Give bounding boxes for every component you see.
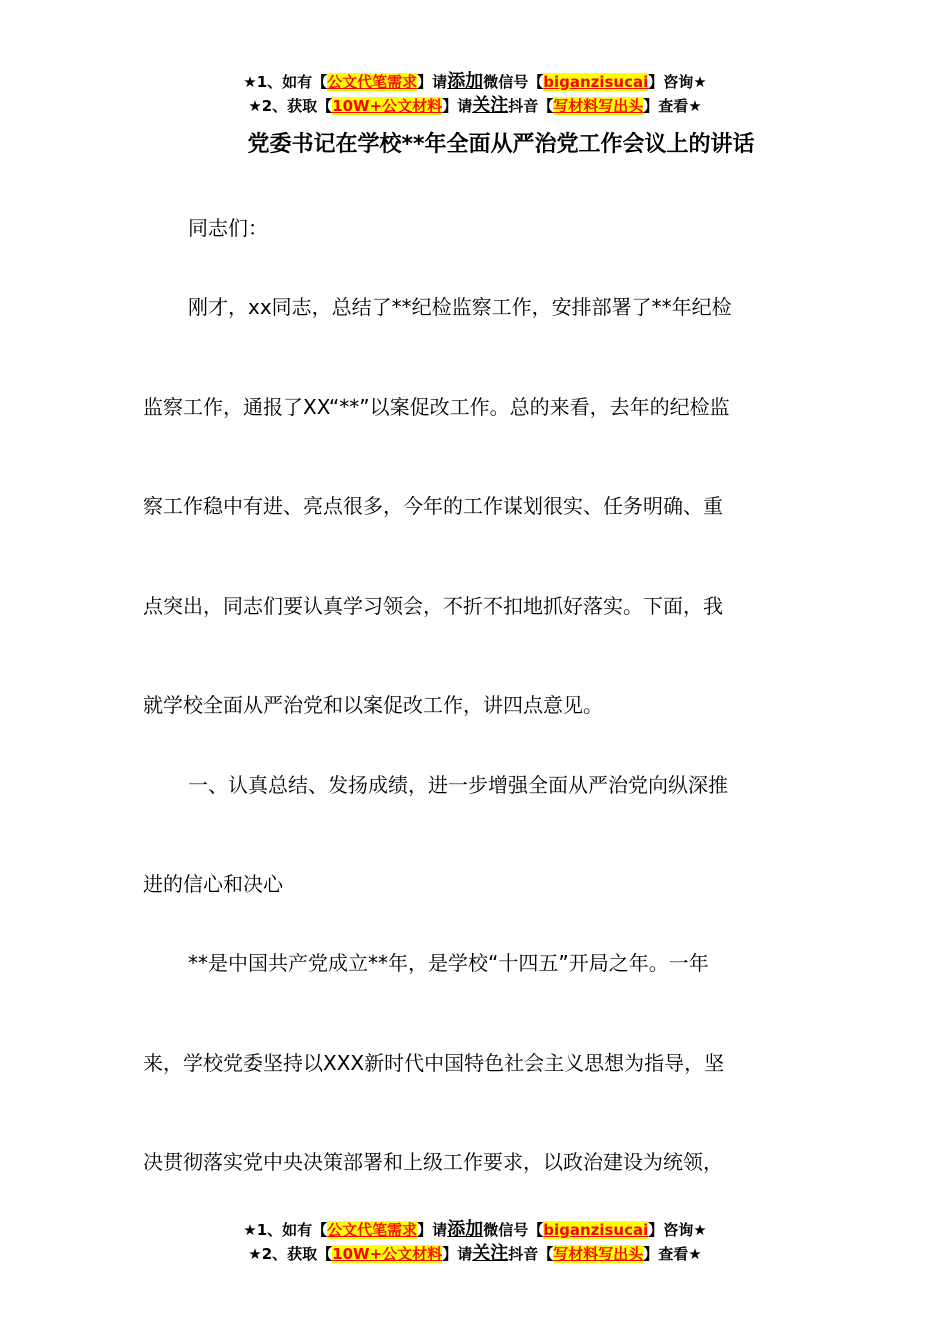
banner-text: 】请 bbox=[417, 73, 448, 91]
banner-text: ★1、如有【 bbox=[243, 73, 328, 91]
highlight-douyin-account: 写材料写出头 bbox=[553, 97, 644, 115]
banner-text: 微信号【 bbox=[483, 73, 544, 91]
highlight-douyin-account: 写材料写出头 bbox=[553, 1245, 644, 1263]
highlight-service: 公文代笔需求 bbox=[327, 73, 418, 91]
banner-line-2 bbox=[0, 94, 950, 118]
footer-banner bbox=[0, 1218, 950, 1266]
paragraph-line: 察工作稳中有进、亮点很多，今年的工作谋划很实、任务明确、重 bbox=[143, 494, 723, 518]
banner-text: 】查看★ bbox=[643, 97, 702, 115]
banner-text: 】咨询★ bbox=[648, 1221, 707, 1239]
emphasis-add: 添加 bbox=[447, 1219, 484, 1240]
section-heading: 进的信心和决心 bbox=[143, 872, 283, 896]
highlight-service: 公文代笔需求 bbox=[327, 1221, 418, 1239]
highlight-wechat-id: biganzisucai bbox=[543, 1221, 649, 1239]
paragraph-line: 来，学校党委坚持以XXX新时代中国特色社会主义思想为指导，坚 bbox=[143, 1051, 725, 1075]
paragraph-line: 就学校全面从严治党和以案促改工作，讲四点意见。 bbox=[143, 693, 603, 717]
banner-line-2 bbox=[0, 1242, 950, 1266]
banner-text: 微信号【 bbox=[483, 1221, 544, 1239]
emphasis-follow: 关注 bbox=[472, 1243, 509, 1264]
banner-text: 】请 bbox=[442, 1245, 473, 1263]
highlight-wechat-id: biganzisucai bbox=[543, 73, 649, 91]
section-heading: 一、认真总结、发扬成绩，进一步增强全面从严治党向纵深推 bbox=[188, 773, 728, 797]
header-banner bbox=[0, 70, 950, 118]
banner-text: 】请 bbox=[417, 1221, 448, 1239]
paragraph-line: 监察工作，通报了XX“**”以案促改工作。总的来看，去年的纪检监 bbox=[143, 395, 730, 419]
highlight-materials: 10W+公文材料 bbox=[332, 97, 443, 115]
paragraph-line: 点突出，同志们要认真学习领会，不折不扣地抓好落实。下面，我 bbox=[143, 594, 723, 618]
paragraph-line: 决贯彻落实党中央决策部署和上级工作要求，以政治建设为统领， bbox=[143, 1150, 723, 1174]
banner-line-1 bbox=[0, 1218, 950, 1242]
emphasis-add: 添加 bbox=[447, 71, 484, 92]
banner-text: 】咨询★ bbox=[648, 73, 707, 91]
banner-text: 】请 bbox=[442, 97, 473, 115]
banner-text: 抖音【 bbox=[508, 1245, 554, 1263]
banner-line-1 bbox=[0, 70, 950, 94]
banner-text: 】查看★ bbox=[643, 1245, 702, 1263]
emphasis-follow: 关注 bbox=[472, 95, 509, 116]
banner-text: ★2、获取【 bbox=[248, 97, 333, 115]
paragraph-line: 刚才，xx同志，总结了**纪检监察工作，安排部署了**年纪检 bbox=[188, 295, 732, 319]
banner-text: ★1、如有【 bbox=[243, 1221, 328, 1239]
highlight-materials: 10W+公文材料 bbox=[332, 1245, 443, 1263]
paragraph-line: **是中国共产党成立**年，是学校“十四五”开局之年。一年 bbox=[188, 951, 709, 975]
document-title: 党委书记在学校**年全面从严治党工作会议上的讲话 bbox=[247, 132, 755, 157]
banner-text: ★2、获取【 bbox=[248, 1245, 333, 1263]
banner-text: 抖音【 bbox=[508, 97, 554, 115]
salutation: 同志们： bbox=[188, 216, 268, 240]
